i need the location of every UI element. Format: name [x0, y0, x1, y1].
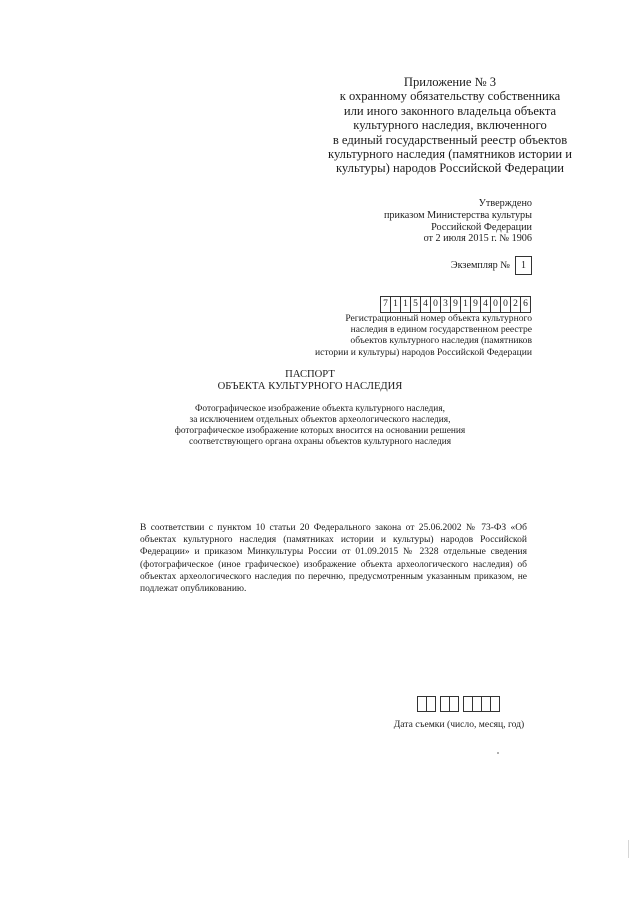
- appendix-line: культурного наследия, включенного: [353, 118, 547, 133]
- date-digit-cell[interactable]: [449, 696, 459, 712]
- shooting-date-caption: Дата съемки (число, месяц, год): [393, 719, 525, 730]
- registration-digit-cell[interactable]: 6: [520, 296, 531, 313]
- registration-digit-cell[interactable]: 1: [390, 296, 401, 313]
- appendix-line: Приложение № 3: [403, 75, 497, 89]
- appendix-header: [300, 75, 600, 176]
- registration-digit-cell[interactable]: 0: [490, 296, 501, 313]
- registration-digit-cell[interactable]: 4: [420, 296, 431, 313]
- registration-digit-cell[interactable]: 3: [440, 296, 451, 313]
- registration-digit-cell[interactable]: 1: [460, 296, 471, 313]
- registration-caption-line: наследия в едином государственном реестре: [350, 324, 532, 336]
- date-cell-group: [418, 696, 436, 712]
- registration-digit-cell[interactable]: 2: [510, 296, 521, 313]
- photo-note-line: за исключением отдельных объектов археологического наследия,: [189, 415, 451, 425]
- registration-number: [381, 296, 531, 313]
- copy-number-row: [451, 256, 532, 275]
- date-digit-cell[interactable]: [426, 696, 436, 712]
- date-digit-cell[interactable]: [490, 696, 500, 712]
- registration-digit-cell[interactable]: 9: [470, 296, 481, 313]
- approval-line: от 2 июля 2015 г. № 1906: [423, 233, 532, 245]
- scan-edge-mark: [628, 840, 629, 858]
- appendix-line: к охранному обязательству собственника: [339, 89, 561, 104]
- appendix-line: культуры) народов Российской Федерации: [335, 161, 564, 176]
- registration-digit-cell[interactable]: 7: [380, 296, 391, 313]
- scan-speck: [497, 752, 499, 754]
- appendix-line: культурного наследия (памятников истории и: [328, 147, 572, 162]
- photo-note: [160, 404, 480, 448]
- registration-caption: [272, 313, 532, 358]
- registration-digit-cell[interactable]: 0: [500, 296, 511, 313]
- registration-digit-cell[interactable]: 1: [400, 296, 411, 313]
- registration-digit-cell[interactable]: 0: [430, 296, 441, 313]
- registration-digit-cell[interactable]: 9: [450, 296, 461, 313]
- approval-block: [272, 198, 532, 245]
- appendix-line: в единый государственный реестр объектов: [332, 132, 568, 147]
- registration-caption-line: Регистрационный номер объекта культурного: [345, 313, 532, 324]
- legal-paragraph: В соответствии с пунктом 10 статьи 20 Федерального закона от 25.06.2002 № 73-ФЗ «Об объектах культурного наследия (памятниках истории и культуры) народов Российской Федерации» и приказом Минкультуры России от 01.09.2015 № 2328 отдельные сведения (фотографическое (иное графическое) изображение объекта археологического наследия) об объектах археологического наследия по перечню, предусмотренным указанным приказом, не подлежат опубликованию.: [140, 523, 527, 595]
- passport-title: [200, 369, 420, 394]
- registration-caption-line: объектов культурного наследия (памятников: [350, 335, 532, 347]
- date-cell-group: [441, 696, 459, 712]
- approval-line: Российской Федерации: [431, 221, 532, 233]
- registration-digit-cell[interactable]: 5: [410, 296, 421, 313]
- copy-number-box[interactable]: 1: [515, 256, 532, 275]
- passport-title-line: ПАСПОРТ: [285, 369, 335, 380]
- copy-label: Экземпляр №: [450, 260, 510, 271]
- photo-note-line: соответствующего органа охраны объектов культурного наследия: [188, 437, 452, 447]
- passport-subtitle-line: ОБЪЕКТА КУЛЬТУРНОГО НАСЛЕДИЯ: [217, 381, 403, 393]
- appendix-line: или иного законного владельца объекта: [343, 103, 557, 118]
- date-cell-group: [464, 696, 500, 712]
- photo-note-line: фотографическое изображение которых вносится на основании решения: [174, 426, 466, 436]
- registration-digit-cell[interactable]: 4: [480, 296, 491, 313]
- approval-line: Утверждено: [478, 198, 532, 209]
- shooting-date-cells: [418, 696, 500, 712]
- photo-note-line: Фотографическое изображение объекта культурного наследия,: [195, 404, 445, 414]
- registration-caption-line: истории и культуры) народов Российской Федерации: [315, 346, 532, 358]
- approval-line: приказом Министерства культуры: [383, 209, 532, 221]
